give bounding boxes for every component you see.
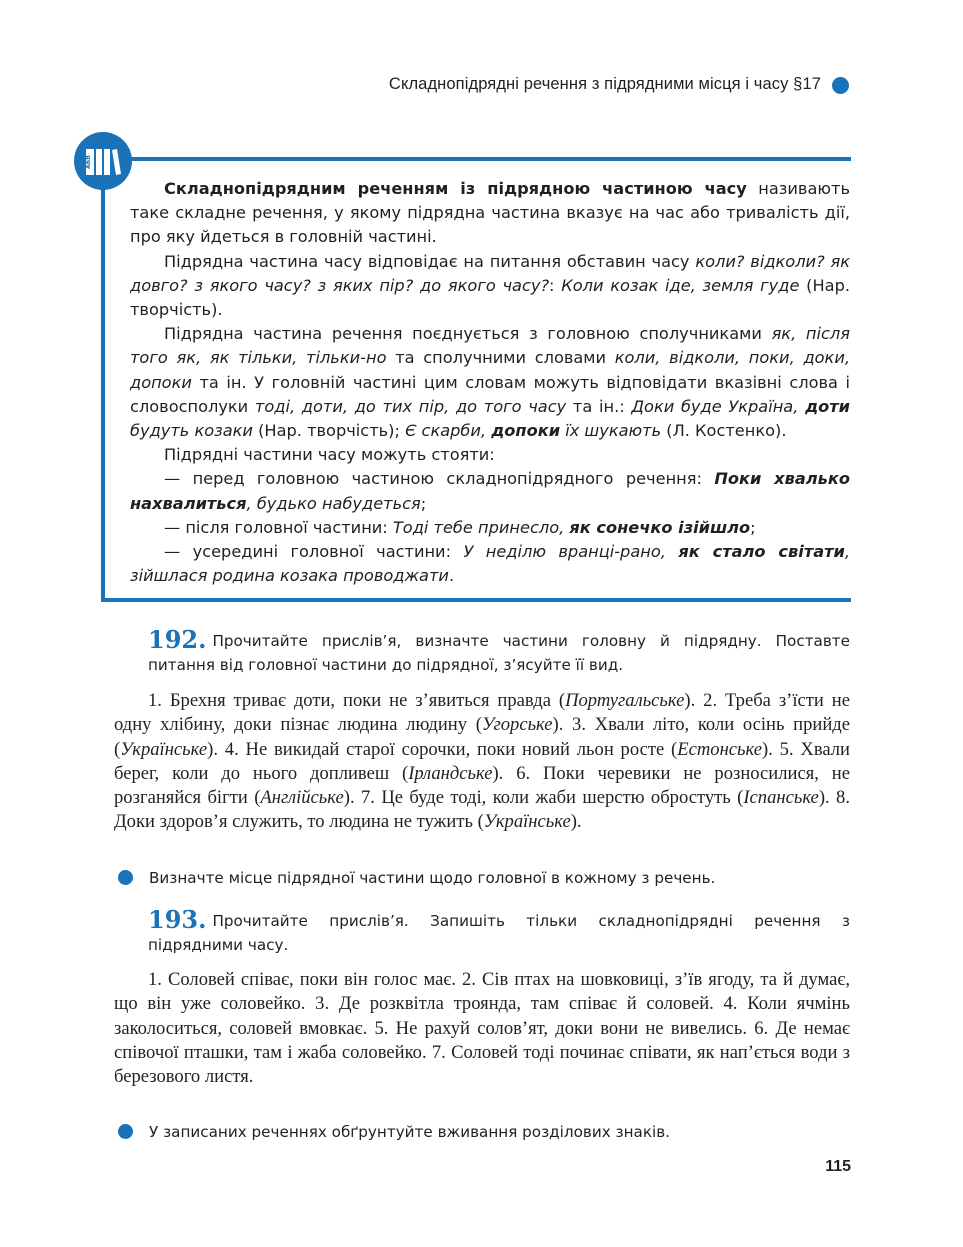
exercise-number: 192. [148,625,207,654]
rule-paragraph: — усередині головної частини: У неділю вранці-рано, як стало світати, зійшлася родина козака проводжати. [130,542,851,586]
page-number: 115 [825,1158,851,1175]
abv-books-icon [74,132,132,190]
rule-paragraph: Підрядна частина речення поєднується з головною сполучниками як, після того як, як тільки, тільки-но та сполучними словами коли, відколи, поки, доки, допоки та ін. У головній частині цим словам можуть відповідати вказівні слова і словосполуки тоді, доти, до тих пір, до того часу та ін.: Доки буде Україна, доти будуть козаки (Нар. творчість); Є скарби, допоки їх шукають (Л. Костенко). [130,324,850,441]
rule-paragraph: Підрядна частина часу відповідає на питання обставин часу коли? відколи? як довго? з якого часу? з яких пір? до якого часу?: Коли козак іде, земля гуде (Нар. творчість). [130,251,851,320]
exercise-192-instruction [148,626,850,677]
rule-text [130,177,850,588]
header-title: Складнопідрядні речення з підрядними місця і часу §17 [388,75,821,93]
header-dot-icon [832,77,849,94]
rule-paragraph: — перед головною частиною складнопідрядного речення: Поки хвалько нахвалиться, будько набудеться; [130,469,850,513]
exercise-number: 193. [148,905,207,934]
rule-paragraph: Складнопідрядним реченням із підрядною частиною часу називають таке складне речення, у якому підрядна частина вказує на час або тривалість дії, про яку йдеться в головній частині. [130,179,850,247]
rule-paragraph: — після головної частини: Тоді тебе принесло, як сонечко ізійшло; [164,517,756,537]
exercise-192-text: 1. Брехня триває доти, поки не з’явиться правда (Португальське). 2. Треба з’їсти не одну хлібину, доки пізнає людина людину (Угорське). 3. Хвали літо, коли осінь прийде (Українське). 4. Не викидай старої сорочки, поки новий льон росте (Естонське). 5. Хвали берег, коли до нього допливеш (Ірландське). 6. Поки черевики не розносилися, не розганяйся бігти (Англійське). 7. Це буде тоді, коли жаби шерстю обростуть (Іспанське). 8. Доки здоров’я служить, то людина не тужить (Українське). [114,690,851,833]
running-header [0,72,963,96]
term-definition: Складнопідрядним реченням із підрядною частиною часу [164,179,747,198]
bullet-icon [118,1124,133,1139]
instruction-text: Прочитайте прислів’я. Запишіть тільки складнопідрядні речення з підрядними часу. [148,912,850,954]
exercise-193-text: 1. Соловей співає, поки він голос має. 2. Сів птах на шовковиці, з’їв ягоду, та й думає, що він уже соловейко. 3. Де розквітла троянда, там співає й соловей. 4. Коли ячмінь заколоситься, соловей вмовкає. 5. Не рахуй солов’ят, доки вони не вивелись. 6. Де немає співочої пташки, там і жаба соловейко. 7. Соловей тоді починає співати, як нап’ється води з березового листя. [114,969,850,1088]
task-text: У записаних реченнях обґрунтуйте вживання розділових знаків. [149,1123,671,1141]
rule-paragraph: Підрядні частини часу можуть стояти: [164,445,495,465]
icon-letters: АБВ [85,155,92,169]
instruction-text: Прочитайте прислів’я, визначте частини головну й підрядну. Поставте питання від головної частини до підрядної, з’ясуйте її вид. [148,632,850,674]
exercise-193-instruction [148,906,850,957]
bullet-icon [118,870,133,885]
task-text: Визначте місце підрядної частини щодо головної в кожному з речень. [149,869,716,887]
